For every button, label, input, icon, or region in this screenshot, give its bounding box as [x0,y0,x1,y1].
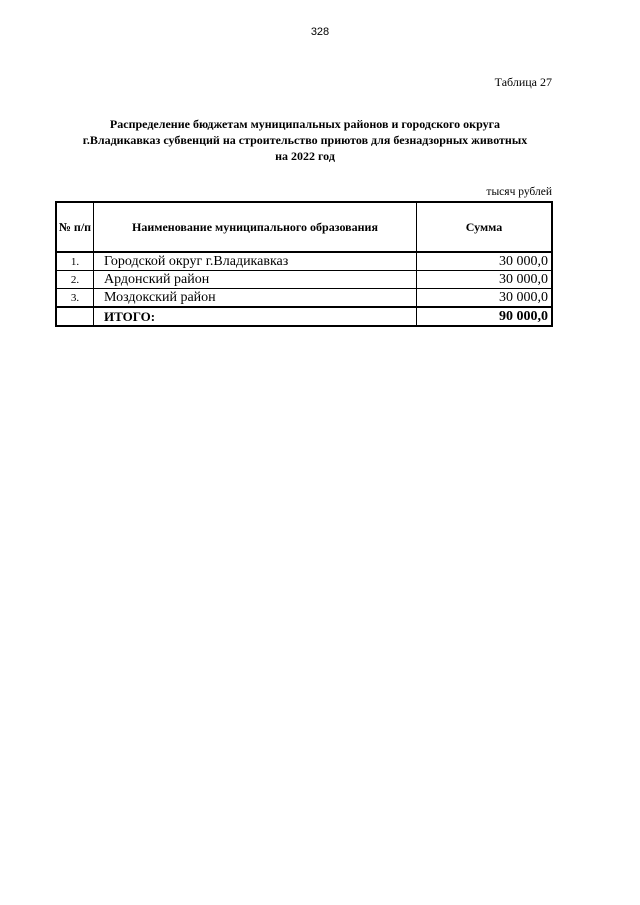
distribution-table [55,201,553,327]
header-name: Наименование муниципального образования [94,202,417,252]
title-line-1: Распределение бюджетам муниципальных районов и городского округа [109,117,501,131]
row-name: Городской округ г.Владикавказ [94,252,417,271]
document-title [55,116,555,164]
table-row [56,271,552,289]
total-sum: 90 000,0 [417,307,553,326]
row-num: 3. [56,289,94,308]
row-name: Моздокский район [94,289,417,308]
table-header-row [56,202,552,252]
title-line-3: на 2022 год [275,149,335,163]
table-label: Таблица 27 [494,75,552,89]
total-label: ИТОГО: [94,307,417,326]
total-num [56,307,94,326]
units-label: тысяч рублей [486,186,552,198]
row-sum: 30 000,0 [417,271,553,289]
page-number: 328 [310,26,330,38]
row-num: 1. [56,252,94,271]
table-row [56,252,552,271]
header-sum: Сумма [417,202,553,252]
row-name: Ардонский район [94,271,417,289]
row-sum: 30 000,0 [417,252,553,271]
table-row [56,289,552,308]
title-line-2: г.Владикавказ субвенций на строительство приютов для безнадзорных животных [82,133,528,147]
row-num: 2. [56,271,94,289]
row-sum: 30 000,0 [417,289,553,308]
header-num: № п/п [56,202,94,252]
total-row [56,307,552,326]
